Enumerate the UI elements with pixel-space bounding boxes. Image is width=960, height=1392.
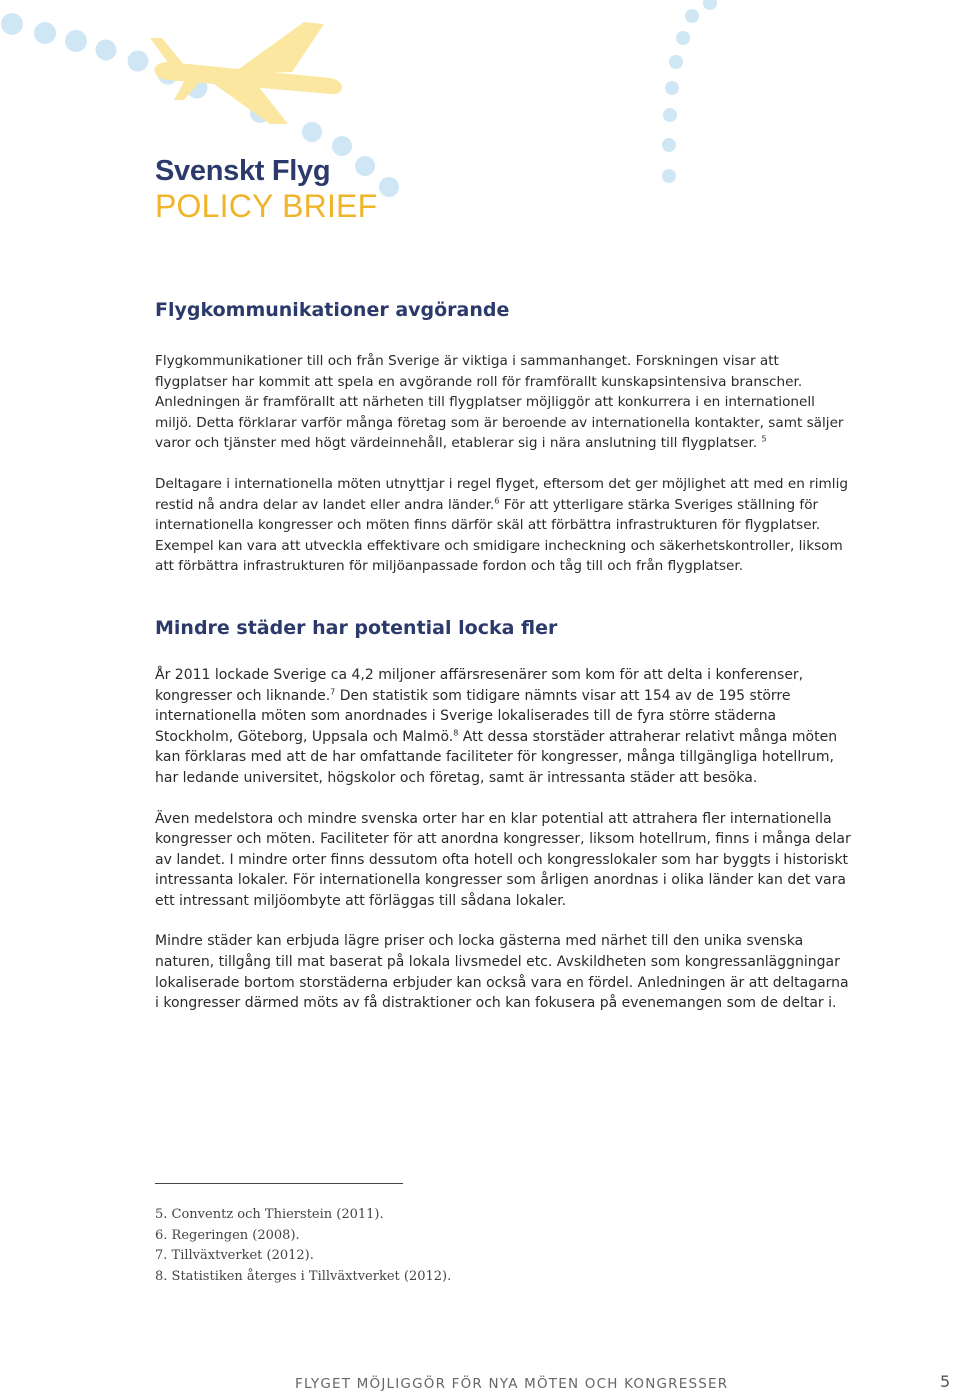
article-body xyxy=(155,295,855,1014)
footnote-ref-7: 7 xyxy=(330,686,336,696)
paragraph-2-text-a: Deltagare i internationella möten utnyttjar i regel flyget, eftersom det ger möjlighet att med en rimlig restid nå andra delar av landet eller andra länder. xyxy=(155,475,848,513)
paragraph-3-text-b: Den statistik som tidigare nämnts visar att 154 av de 195 större internationella möten som anordnades i Sverige lokaliserades till de fyra större städerna Stockholm, Göteborg, Uppsala och Malmö. xyxy=(155,687,791,745)
footnote-item: 6. Regeringen (2008). xyxy=(155,1227,300,1243)
footer-title: FLYGET MÖJLIGGÖR FÖR NYA MÖTEN OCH KONGRESSER xyxy=(295,1376,729,1392)
paragraph-4: Även medelstora och mindre svenska orter har en klar potential att attrahera fler internationella kongresser och möten. Faciliteter för att anordna kongresser, liksom hotellrum, finns i många delar av landet. I mindre orter finns dessutom ofta hotell och kongresslokaler som har byggts i historiskt intressanta lokaler. För internationella kongresser som årligen anordnas i olika länder kan det vara ett intressant miljöombyte att förläggas till sådana lokaler. xyxy=(155,810,851,909)
footnote-item: 7. Tillväxtverket (2012). xyxy=(155,1248,314,1263)
paragraph-1 xyxy=(155,351,855,454)
brand-block xyxy=(155,154,377,224)
section-heading-mindre-stader: Mindre städer har potential locka fler xyxy=(155,616,558,639)
paragraph-3-text-a: År 2011 lockade Sverige ca 4,2 miljoner affärsresenärer som kom för att delta i konferenser, kongresser och liknande. xyxy=(155,666,804,704)
header-decoration xyxy=(0,0,960,260)
footnote-divider xyxy=(155,1183,403,1184)
paragraph-2-text-b: För att ytterligare stärka Sveriges ställning för internationella kongresser och möten finns därför skäl att förbättra infrastrukturen för flygplatser. Exempel kan vara att utveckla effektivare och smidigare incheckning och säkerhetskontroller, liksom att förbättra infrastrukturen för miljöanpassade fordon och tåg till och från flygplatser. xyxy=(155,496,843,575)
page-number: 5 xyxy=(940,1372,951,1391)
paragraph-2 xyxy=(155,474,855,577)
footnote-item: 5. Conventz och Thierstein (2011). xyxy=(155,1207,384,1222)
footnote-ref-8: 8 xyxy=(453,728,459,738)
footnote-item: 8. Statistiken återges i Tillväxtverket (2012). xyxy=(155,1268,452,1284)
airplane-icon xyxy=(150,22,342,124)
paragraph-1-text: Flygkommunikationer till och från Sverige är viktiga i sammanhanget. Forskningen visar att flygplatser har kommit att spela en avgörande roll för framförallt kunskapsintensiva branscher. Anledningen är framförallt att närheten till flygplatser möjliggör att konkurrera i en internationell miljö. Detta förklarar varför många företag som är beroende av internationella kontakter, samt säljer varor och tjänster med högt värdeinnehåll, etablerar sig i nära anslutning till flygplatser. xyxy=(155,353,844,452)
footnote-ref-5: 5 xyxy=(761,434,767,444)
brand-subtitle: POLICY BRIEF xyxy=(155,188,378,224)
section-heading-flygkommunikationer: Flygkommunikationer avgörande xyxy=(155,299,510,321)
footnote-list xyxy=(155,1205,451,1287)
footnote-ref-6: 6 xyxy=(494,496,500,506)
paragraph-3 xyxy=(155,665,855,789)
paragraph-3-text-c: Att dessa storstäder attraherar relativt många möten kan förklaras med att de har omfattande faciliteter för kongresser, många tillgängliga hotellrum, har ledande universitet, högskolor och företag, samt är intressanta städer att besöka. xyxy=(155,728,838,786)
paragraph-5: Mindre städer kan erbjuda lägre priser och locka gästerna med närhet till den unika svenska naturen, tillgång till mat baserat på lokala livsmedel etc. Avskildheten som kongressanläggningar lokaliserade bortom storstäderna erbjuder kan också vara en fördel. Anledningen är att deltagarna i kongresser därmed möts av få distraktioner och kan fokusera på evenemangen som de deltar i. xyxy=(155,933,849,1012)
brand-title: Svenskt Flyg xyxy=(155,155,331,187)
dot-trail-right xyxy=(662,0,717,183)
